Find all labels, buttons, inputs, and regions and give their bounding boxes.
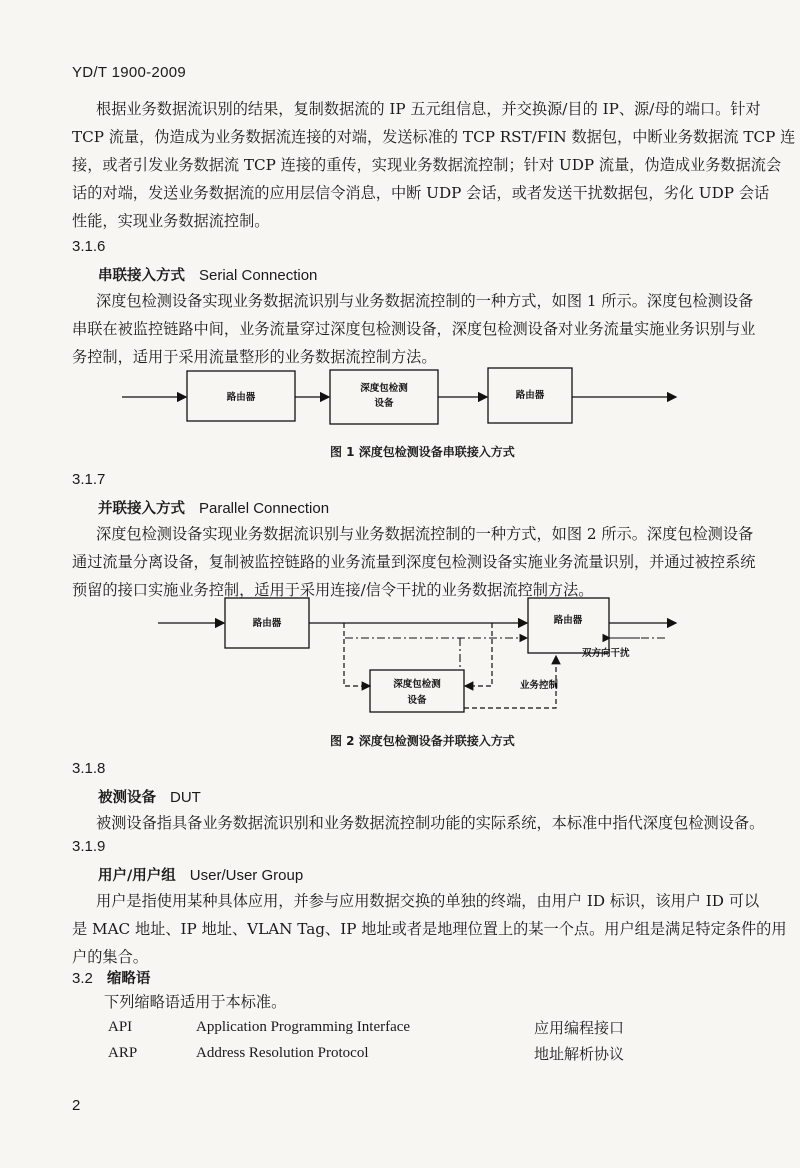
- section-number-32: [72, 967, 150, 988]
- term-en: DUT: [170, 789, 201, 806]
- dpi-box: [330, 370, 438, 424]
- figure-2-diagram: [0, 590, 800, 720]
- s316-line-1: 深度包检测设备实现业务数据流识别与业务数据流控制的一种方式，如图 1 所示。深度包检测设备: [96, 292, 754, 310]
- abbr-api-cn: 应用编程接口: [534, 1019, 625, 1037]
- s319-line-2: 是 MAC 地址、IP 地址、VLAN Tag、IP 地址或者是地理位置上的某一个点。用户组是满足特定条件的用: [72, 920, 787, 938]
- abbr-arp-en: Address Resolution Protocol: [196, 1045, 369, 1061]
- s317-line-3: 预留的接口实施业务控制，适用于采用连接/信令干扰的业务数据流控制方法。: [72, 581, 594, 599]
- abbr-api: API: [108, 1019, 133, 1035]
- dpi-label-1: 深度包检测: [393, 679, 441, 690]
- term-serial-connection: [98, 264, 317, 285]
- router-right-label: 路由器: [553, 615, 583, 626]
- section-32-number: 3.2: [72, 970, 93, 987]
- term-cn: 并联接入方式: [98, 501, 185, 517]
- section-number-316: 3.1.6: [72, 238, 106, 255]
- page-number: 2: [72, 1097, 81, 1114]
- router-left-label: 路由器: [252, 618, 282, 629]
- router-left-label: 路由器: [226, 392, 256, 403]
- term-en: Serial Connection: [199, 267, 318, 284]
- term-cn: 用户/用户组: [98, 868, 176, 884]
- s317-line-1: 深度包检测设备实现业务数据流识别与业务数据流控制的一种方式，如图 2 所示。深度包检测设备: [96, 525, 754, 543]
- intro-line-5: 性能，实现业务数据流控制。: [72, 212, 270, 230]
- figure-2-caption: 图 2 深度包检测设备并联接入方式: [330, 734, 515, 748]
- s318-line-1: 被测设备指具备业务数据流识别和业务数据流控制功能的实际系统，本标准中指代深度包检测设备。: [96, 814, 765, 832]
- ctrl-label: 业务控制: [520, 680, 559, 691]
- term-user-group: [98, 864, 303, 885]
- s319-line-1: 用户是指使用某种具体应用，并参与应用数据交换的单独的终端，由用户 ID 标识，该用户 ID 可以: [96, 892, 760, 910]
- abbr-arp: ARP: [108, 1045, 138, 1061]
- section-32-title: 缩略语: [106, 971, 151, 987]
- term-en: Parallel Connection: [199, 500, 330, 517]
- dpi-label-1: 深度包检测: [360, 383, 408, 394]
- copy-path-right: [465, 623, 492, 686]
- abbr-api-en: Application Programming Interface: [196, 1019, 411, 1035]
- s316-line-3: 务控制，适用于采用流量整形的业务数据流控制方法。: [72, 348, 437, 366]
- term-parallel-connection: [98, 497, 329, 518]
- router-right-label: 路由器: [515, 390, 545, 401]
- term-cn: 被测设备: [98, 790, 156, 806]
- section-number-317: 3.1.7: [72, 471, 106, 488]
- dpi-label-2: 设备: [407, 695, 427, 706]
- abbr-arp-cn: 地址解析协议: [534, 1045, 625, 1063]
- section-number-318: 3.1.8: [72, 760, 106, 777]
- s317-line-2: 通过流量分离设备，复制被监控链路的业务流量到深度包检测设备实施业务流量识别，并通过被控系统: [72, 553, 756, 571]
- s316-line-2: 串联在被监控链路中间，业务流量穿过深度包检测设备，深度包检测设备对业务流量实施业务识别与业: [72, 320, 756, 338]
- bidir-label: 双方向干扰: [582, 648, 630, 659]
- intro-line-3: 接，或者引发业务数据流 TCP 连接的重传，实现业务数据流控制；针对 UDP 流量，伪造成业务数据流会: [72, 156, 782, 174]
- dpi-label-2: 设备: [374, 398, 394, 409]
- intro-line-2: TCP 流量，伪造成为业务数据流连接的对端，发送标准的 TCP RST/FIN 数据包，中断业务数据流 TCP 连: [72, 128, 796, 146]
- s32-intro: 下列缩略语适用于本标准。: [104, 993, 287, 1011]
- figure-1-caption: 图 1 深度包检测设备串联接入方式: [330, 445, 515, 459]
- intro-line-4: 话的对端，发送业务数据流的应用层信令消息，中断 UDP 会话，或者发送干扰数据包，劣化 UDP 会话: [72, 184, 770, 202]
- copy-path-left: [344, 623, 370, 686]
- document-id: YD/T 1900-2009: [72, 64, 186, 81]
- s319-line-3: 户的集合。: [72, 948, 148, 966]
- term-en: User/User Group: [189, 867, 304, 884]
- term-dut: [98, 786, 201, 807]
- intro-line-1: 根据业务数据流识别的结果，复制数据流的 IP 五元组信息，并交换源/目的 IP、源/母的端口。针对: [96, 100, 761, 118]
- section-number-319: 3.1.9: [72, 838, 106, 855]
- term-cn: 串联接入方式: [98, 268, 185, 284]
